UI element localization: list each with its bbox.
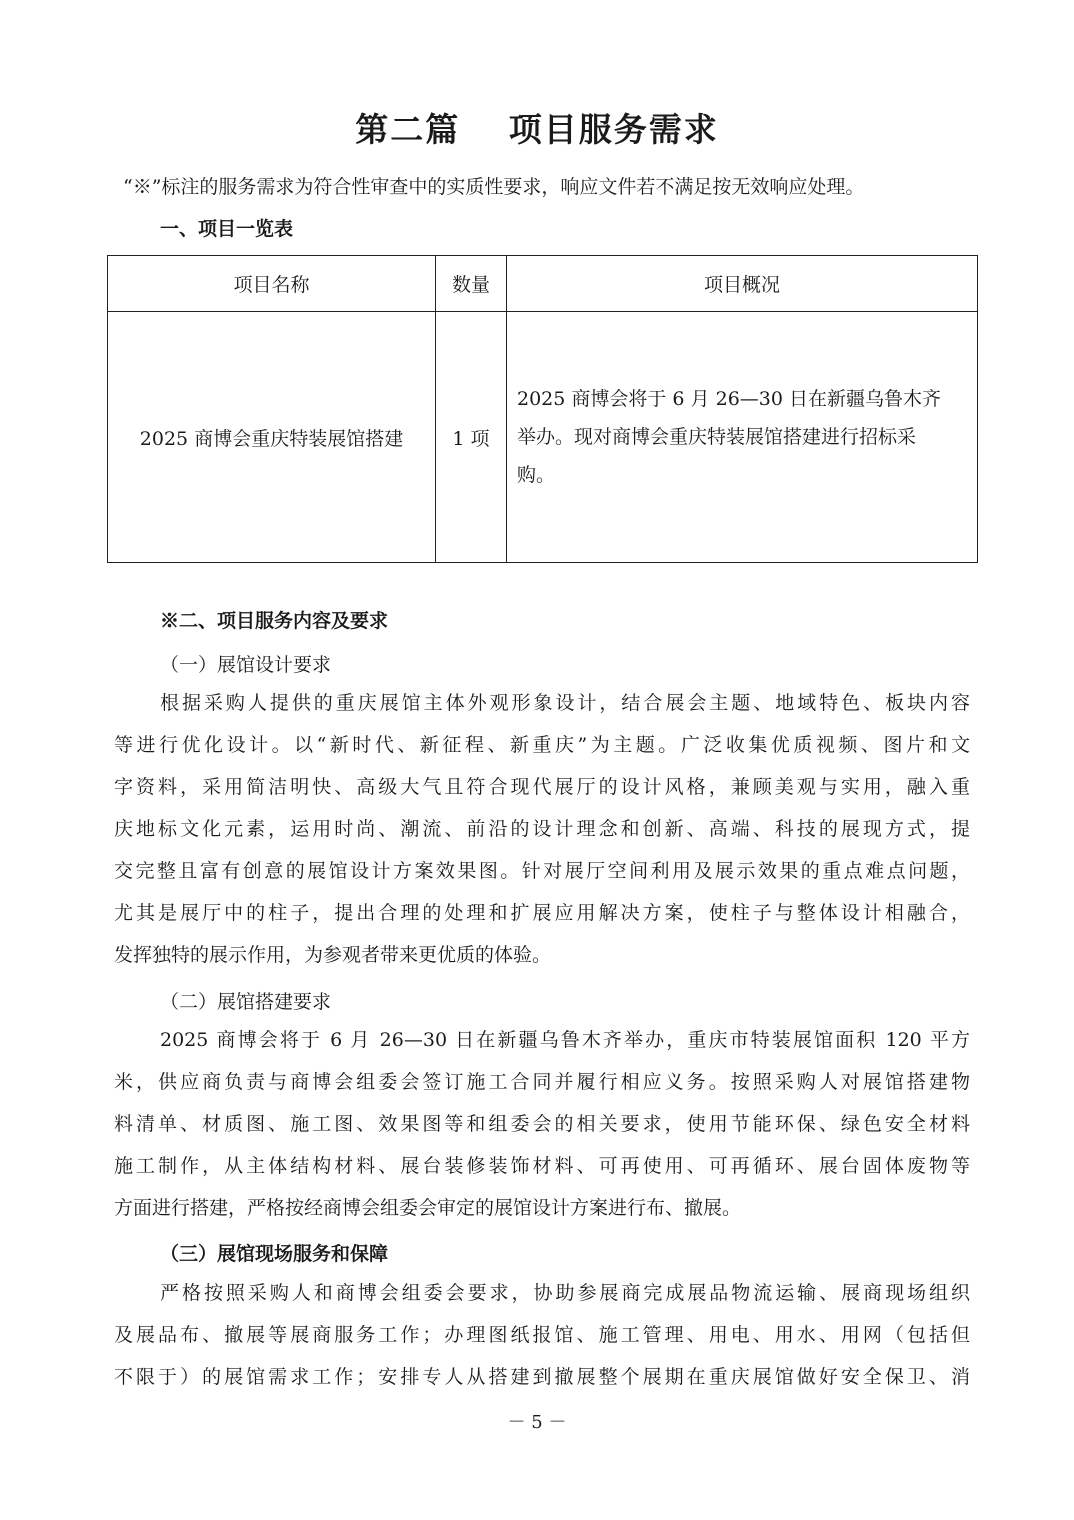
sub2-heading: （二）展馆搭建要求 <box>160 991 332 1013</box>
overview-line: 2025 商博会将于 6 月 26—30 日在新疆乌鲁木齐 <box>517 388 941 410</box>
cell-project-overview <box>507 312 978 563</box>
cell-project-name: 2025 商博会重庆特装展馆搭建 <box>108 312 436 563</box>
project-overview-table <box>107 255 978 563</box>
overview-line: 购。 <box>517 464 556 486</box>
requirement-note: “※”标注的服务需求为符合性审查中的实质性要求，响应文件若不满足按无效响应处理。 <box>123 176 865 198</box>
sub3-heading: （三）展馆现场服务和保障 <box>160 1243 389 1265</box>
paragraph-line: 米，供应商负责与商博会组委会签订施工合同并履行相应义务。按照采购人对展馆搭建物 <box>114 1071 970 1093</box>
overview-line: 举办。现对商博会重庆特装展馆搭建进行招标采 <box>517 426 917 448</box>
paragraph-line: 不限于）的展馆需求工作；安排专人从搭建到撤展整个展期在重庆展馆做好安全保卫、消 <box>114 1366 970 1388</box>
section1-heading: 一、项目一览表 <box>160 218 294 240</box>
paragraph-line: 及展品布、撤展等展商服务工作；办理图纸报馆、施工管理、用电、用水、用网（包括但 <box>114 1324 970 1346</box>
table-row <box>108 312 978 563</box>
paragraph-line: 尤其是展厅中的柱子，提出合理的处理和扩展应用解决方案，使柱子与整体设计相融合， <box>114 902 970 924</box>
table-header-row <box>108 256 978 312</box>
paragraph-line: 料清单、材质图、施工图、效果图等和组委会的相关要求，使用节能环保、绿色安全材料 <box>114 1113 970 1135</box>
sub1-heading: （一）展馆设计要求 <box>160 654 332 676</box>
paragraph-line: 庆地标文化元素，运用时尚、潮流、前沿的设计理念和创新、高端、科技的展现方式，提 <box>114 818 970 840</box>
paragraph-line: 2025 商博会将于 6 月 26—30 日在新疆乌鲁木齐举办，重庆市特装展馆面积 120 平方 <box>160 1029 970 1051</box>
paragraph-line: 字资料，采用简洁明快、高级大气且符合现代展厅的设计风格，兼顾美观与实用，融入重 <box>114 776 970 798</box>
sub3-paragraph <box>114 1272 970 1398</box>
sub1-paragraph <box>114 682 970 976</box>
paragraph-line: 交完整且富有创意的展馆设计方案效果图。针对展厅空间利用及展示效果的重点难点问题， <box>114 860 970 882</box>
sub2-paragraph <box>114 1019 970 1229</box>
paragraph-line: 方面进行搭建，严格按经商博会组委会审定的展馆设计方案进行布、撤展。 <box>114 1197 742 1219</box>
cell-quantity: 1 项 <box>436 312 507 563</box>
section2-heading: ※二、项目服务内容及要求 <box>160 610 389 632</box>
paragraph-line: 施工制作，从主体结构材料、展台装修装饰材料、可再使用、可再循环、展台固体废物等 <box>114 1155 970 1177</box>
page-number: － 5 － <box>507 1412 567 1433</box>
paragraph-line: 严格按照采购人和商博会组委会要求，协助参展商完成展品物流运输、展商现场组织 <box>160 1282 970 1304</box>
paragraph-line: 等进行优化设计。以“新时代、新征程、新重庆”为主题。广泛收集优质视频、图片和文 <box>114 734 970 756</box>
header-quantity: 数量 <box>436 256 507 312</box>
header-project-name: 项目名称 <box>108 256 436 312</box>
paragraph-line: 根据采购人提供的重庆展馆主体外观形象设计，结合展会主题、地域特色、板块内容 <box>160 692 970 714</box>
header-project-overview: 项目概况 <box>507 256 978 312</box>
page-title: 第二篇 项目服务需求 <box>355 110 719 149</box>
paragraph-line: 发挥独特的展示作用，为参观者带来更优质的体验。 <box>114 944 552 966</box>
